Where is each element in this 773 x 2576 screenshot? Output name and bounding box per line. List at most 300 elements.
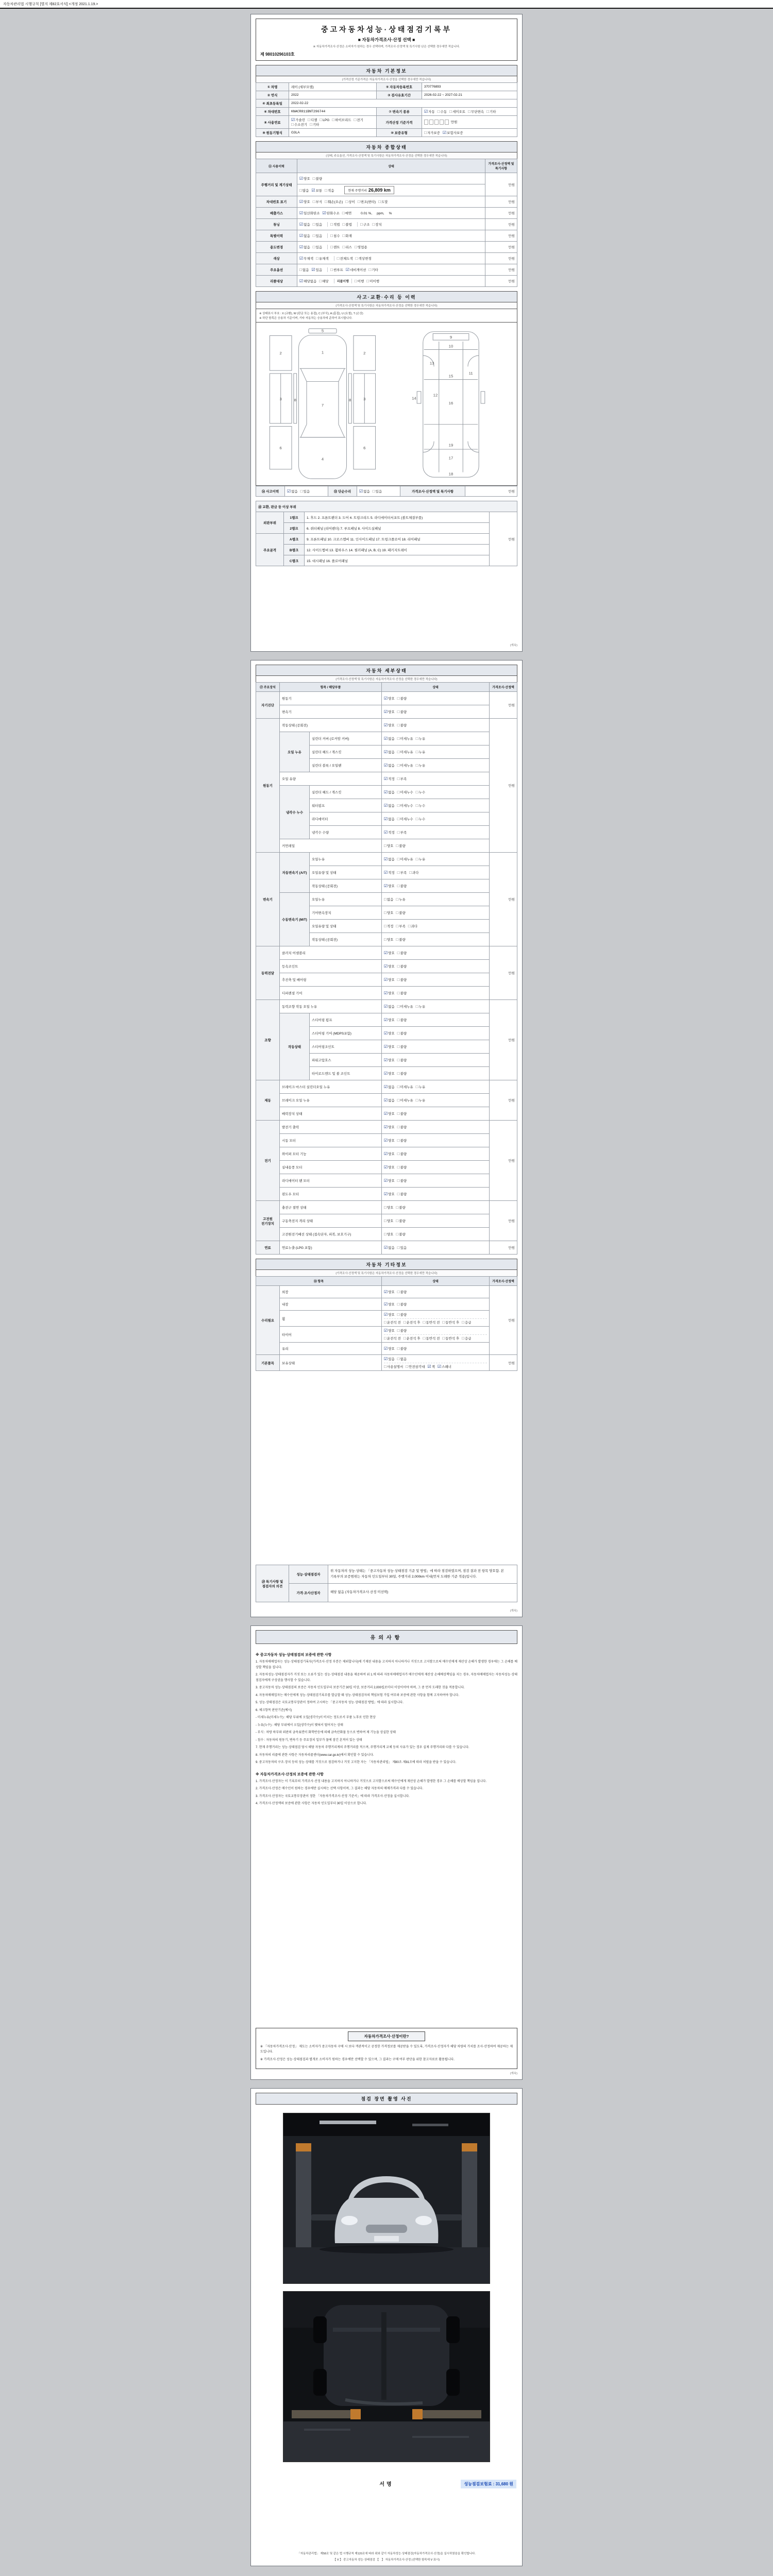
checkbox-option[interactable]: □부족: [397, 870, 407, 875]
empty-box-icon: □: [403, 1320, 406, 1325]
checkbox-option[interactable]: ☑없음: [384, 736, 395, 741]
checkbox-option[interactable]: ☑양호: [384, 1125, 395, 1129]
checkbox-option[interactable]: □불량: [397, 1151, 407, 1156]
checkbox-option[interactable]: ☑탄화수소: [322, 211, 340, 215]
checkbox-option[interactable]: □양호: [384, 1218, 394, 1223]
checkbox-option[interactable]: □불량: [396, 910, 406, 915]
checkbox-option[interactable]: ☑없음: [384, 750, 395, 754]
item-label: 오일유량 및 상태: [310, 920, 382, 933]
item-state: [382, 1228, 490, 1241]
checkbox-option[interactable]: ☑해당없음: [299, 279, 317, 283]
checked-box-icon: ☑: [299, 222, 304, 227]
checkbox-option[interactable]: □불량: [397, 696, 407, 701]
empty-box-icon: □: [397, 723, 400, 727]
checkbox-option[interactable]: □불량: [397, 709, 407, 714]
checkbox-option[interactable]: □있음: [397, 1245, 407, 1250]
checkbox-option[interactable]: □누유: [415, 763, 426, 768]
checkbox-option[interactable]: □이행: [354, 279, 364, 283]
checkbox-option[interactable]: □불량: [396, 1218, 406, 1223]
accident-history-table: [256, 486, 517, 497]
checkbox-option[interactable]: □운전석 후: [403, 1320, 421, 1325]
empty-box-icon: □: [312, 222, 315, 227]
checkbox-option[interactable]: ☑잭: [427, 1364, 435, 1369]
empty-box-icon: □: [397, 1346, 400, 1351]
checkbox-option[interactable]: ☑무채색: [299, 256, 314, 261]
checkbox-option[interactable]: ☑없음: [299, 245, 310, 249]
empty-box-icon: □: [406, 1364, 409, 1369]
checkbox-option[interactable]: □동반석 후: [442, 1320, 460, 1325]
checkbox-option[interactable]: □부족: [397, 830, 407, 835]
empty-box-icon: □: [342, 233, 345, 238]
empty-box-icon: □: [397, 1098, 400, 1103]
checkbox-option[interactable]: □도말: [378, 199, 388, 204]
checkbox-option[interactable]: □장치: [372, 222, 382, 227]
detail-state-table: [256, 682, 517, 1255]
checkbox-option[interactable]: ☑없음: [299, 233, 310, 238]
item-label: 브레이크 오일 누유: [280, 1094, 382, 1107]
checkbox-option[interactable]: □불량: [397, 951, 407, 955]
empty-box-icon: □: [316, 256, 318, 261]
checkbox-option[interactable]: □과다: [409, 870, 419, 875]
checkbox-option[interactable]: □불량: [397, 1125, 407, 1129]
checkbox-option[interactable]: ☑양호: [299, 199, 310, 204]
checked-box-icon: ☑: [291, 117, 295, 122]
color-change-checks: [334, 256, 377, 261]
checkbox-option[interactable]: □세미오토: [449, 109, 466, 114]
empty-box-icon: □: [397, 830, 400, 835]
item-state: [382, 705, 490, 719]
checkbox-option[interactable]: ☑자동: [424, 109, 435, 114]
checkbox-option[interactable]: □불량: [397, 1328, 407, 1333]
checkbox-option[interactable]: □기타: [368, 267, 378, 272]
checkbox-option[interactable]: ☑없음: [384, 803, 395, 808]
checkbox-option[interactable]: □양호: [384, 843, 394, 848]
item-label: 커먼레일: [280, 839, 382, 853]
checkbox-option[interactable]: □운전석 전: [384, 1336, 401, 1341]
checkbox-option[interactable]: □불량: [397, 1178, 407, 1183]
checkbox-option[interactable]: □동반석 후: [442, 1336, 460, 1341]
tuning-legal-checks: [327, 222, 357, 227]
checkbox-option[interactable]: □적법: [330, 222, 340, 227]
checkbox-option[interactable]: □사용설명서: [384, 1364, 404, 1369]
continued-marker: (계속): [510, 2072, 517, 2075]
device-row: [256, 1013, 517, 1027]
checkbox-option[interactable]: □안전삼각대: [406, 1364, 425, 1369]
checkbox-option[interactable]: □미세누유: [397, 1098, 413, 1103]
checkbox-option[interactable]: ☑적정: [384, 870, 395, 875]
checkbox-option[interactable]: □응급: [462, 1336, 472, 1341]
checkbox-option[interactable]: □불량: [396, 1232, 406, 1236]
empty-box-icon: □: [345, 199, 348, 204]
special-kind-checks: [327, 233, 357, 238]
device-row: [256, 1000, 517, 1013]
item-state: [382, 1067, 490, 1080]
checkbox-option[interactable]: □매연: [342, 211, 352, 215]
checkbox-option[interactable]: ☑양호: [384, 1031, 395, 1036]
insurance-premium-value: 31,680 원: [495, 2482, 513, 2486]
checkbox-option[interactable]: ☑양호: [384, 1178, 395, 1183]
checkbox-option[interactable]: ☑양호: [384, 1151, 395, 1156]
checkbox-option[interactable]: □불량: [397, 1165, 407, 1170]
price-cell: 만원: [485, 208, 517, 219]
frame-number: 12: [433, 393, 438, 398]
checkbox-option[interactable]: ☑네비게이션: [345, 267, 366, 272]
empty-box-icon: □: [372, 222, 375, 227]
checkbox-option[interactable]: □불량: [397, 884, 407, 888]
checked-box-icon: ☑: [384, 817, 388, 821]
checkbox-option[interactable]: □동반석 전: [423, 1320, 440, 1325]
device-row: [256, 1080, 517, 1094]
checkbox-option[interactable]: □부족: [396, 924, 406, 928]
empty-box-icon: □: [320, 117, 323, 122]
item-label: 오일누유: [310, 853, 382, 866]
checked-box-icon: ☑: [384, 1165, 388, 1170]
checkbox-option[interactable]: ☑양호: [384, 1044, 395, 1049]
checkbox-option[interactable]: □LPG: [320, 117, 330, 122]
checkbox-option[interactable]: □양호: [384, 910, 394, 915]
mileage-checks: [299, 188, 340, 193]
price-cell: 만원: [490, 1355, 517, 1371]
checkbox-option[interactable]: ☑양호: [384, 1165, 395, 1170]
checkbox-option[interactable]: □불량: [396, 937, 406, 942]
device-row: [256, 1161, 517, 1174]
checkbox-option[interactable]: □누유: [415, 1004, 426, 1009]
checked-box-icon: ☑: [322, 211, 326, 215]
checkbox-option[interactable]: □누유: [415, 1098, 426, 1103]
checkbox-option[interactable]: ☑양호: [384, 1346, 395, 1351]
checkbox-option[interactable]: □영업용: [354, 245, 367, 249]
current-mileage: [344, 186, 394, 194]
checkbox-option[interactable]: □미세누유: [397, 1084, 413, 1089]
checked-box-icon: ☑: [384, 1245, 388, 1250]
checkbox-option[interactable]: ☑없음: [359, 489, 370, 494]
rank-label: 2랭크: [284, 523, 305, 534]
item-label: 작동상태 (공회전): [280, 719, 382, 732]
checkbox-option[interactable]: □불량: [397, 1044, 407, 1049]
checkbox-option[interactable]: □하이브리드: [332, 117, 351, 122]
checkbox-option[interactable]: ☑양호: [384, 991, 395, 995]
checkbox-option[interactable]: □썬루프: [330, 267, 343, 272]
checkbox-option[interactable]: ☑있음: [384, 1357, 395, 1361]
checkbox-option[interactable]: □없음: [397, 1357, 407, 1361]
checkbox-option[interactable]: □전체도색: [337, 256, 353, 261]
checked-box-icon: ☑: [384, 830, 388, 835]
checkbox-option[interactable]: □불법: [342, 222, 352, 227]
item-state: [382, 1121, 490, 1134]
checkbox-option[interactable]: □렌트: [330, 245, 340, 249]
checkbox-option[interactable]: □미세누유: [397, 736, 413, 741]
device-label: 고전원 전기장치: [256, 1201, 280, 1241]
empty-box-icon: □: [397, 1192, 400, 1196]
checkbox-option[interactable]: □불량: [396, 843, 406, 848]
checkbox-option[interactable]: □운전석 전: [384, 1320, 401, 1325]
frame-number: 14: [411, 396, 416, 401]
empty-box-icon: □: [423, 1336, 426, 1341]
item-label: 스티어링조인트: [310, 1040, 382, 1054]
item-label: 타이어: [280, 1327, 382, 1343]
note-line: 1. 자동차매매업자는 성능·상태점검기록부(가격조사·산정 부분은 제외합니다)에 기재된 내용을 고지하지 아니하거나 거짓으로 고지함으로써 매수인에게 재산상 손해가 발생한 경우에는 그 손해를 배상할 책임을 집니다.: [256, 1660, 517, 1669]
checkbox-option[interactable]: □유채색: [316, 256, 329, 261]
empty-box-icon: □: [355, 256, 358, 261]
checkbox-option[interactable]: □불량: [397, 1071, 407, 1076]
checkbox-option[interactable]: □있음: [312, 233, 323, 238]
checkbox-option[interactable]: ☑양호: [384, 723, 395, 727]
checkbox-option[interactable]: ☑양호: [384, 1302, 395, 1307]
checkbox-option[interactable]: ☑양호: [384, 696, 395, 701]
checkbox-option[interactable]: □기타: [309, 122, 320, 127]
empty-box-icon: □: [319, 279, 322, 283]
checked-box-icon: ☑: [384, 1192, 388, 1196]
field-label: 가격산정 기준가격: [377, 116, 422, 129]
checkbox-option[interactable]: □없음: [299, 267, 309, 272]
opinion-table: [256, 1565, 517, 1602]
checkbox-option[interactable]: □미이행: [366, 279, 379, 283]
empty-box-icon: □: [342, 222, 345, 227]
empty-box-icon: □: [397, 776, 400, 781]
empty-box-icon: □: [397, 1165, 400, 1170]
checkbox-option[interactable]: □누수: [415, 803, 426, 808]
price-cell: 만원: [485, 196, 517, 208]
checkbox-option[interactable]: □침수: [330, 233, 340, 238]
checkbox-option[interactable]: □불량: [397, 723, 407, 727]
checkbox-option[interactable]: □부족: [397, 776, 407, 781]
checkbox-option[interactable]: ☑없음: [287, 489, 298, 494]
empty-box-icon: □: [378, 199, 381, 204]
checkbox-option[interactable]: □미세누수: [397, 817, 413, 821]
item-state: [382, 946, 490, 960]
empty-box-icon: □: [397, 857, 400, 861]
checkbox-option[interactable]: □리스: [342, 245, 352, 249]
checkbox-option[interactable]: ☑양호: [384, 1328, 395, 1333]
checkbox-option[interactable]: □불량: [396, 1205, 406, 1210]
checkbox-option[interactable]: □운전석 후: [403, 1336, 421, 1341]
item-label: 스티어링 펌프: [310, 1013, 382, 1027]
item-label: 실린더 블록 / 오일팬: [310, 759, 382, 772]
column-header: 가격조사·산정액 및 특기사항: [485, 159, 517, 173]
document: [250, 14, 523, 2566]
empty-box-icon: □: [397, 750, 400, 754]
rank-parts: 1. 후드 2. 프론트펜더 3. 도어 4. 트렁크리드 5. 라디에이터서포트 (볼트체결부품): [305, 512, 490, 523]
checkbox-option[interactable]: □불량: [397, 1138, 407, 1143]
device-row: [256, 1311, 517, 1327]
checkbox-option[interactable]: ☑없음: [384, 817, 395, 821]
checkbox-option[interactable]: □훼손(오손): [325, 199, 343, 204]
checkbox-option[interactable]: □화재: [342, 233, 352, 238]
empty-box-icon: □: [397, 1084, 400, 1089]
item-label: 연료누출 (LPG 포함): [280, 1241, 382, 1255]
checkbox-option[interactable]: □기타: [486, 109, 496, 114]
overall-state-table: [256, 159, 517, 287]
checked-box-icon: ☑: [311, 188, 315, 193]
price-cell: 만원: [485, 219, 517, 230]
item-label: 유리: [280, 1343, 382, 1355]
item-state: [382, 719, 490, 732]
checkbox-option[interactable]: □있음: [312, 245, 323, 249]
checkbox-option[interactable]: □과다: [408, 924, 418, 928]
checkbox-option[interactable]: □적음: [325, 188, 334, 193]
checkbox-option[interactable]: □불량: [397, 964, 407, 969]
form-header: [256, 19, 517, 61]
checkbox-option[interactable]: ☑양호: [384, 951, 395, 955]
checkbox-option[interactable]: ☑보험사보증: [442, 130, 463, 135]
checkbox-option[interactable]: □상이: [345, 199, 355, 204]
checkbox-option[interactable]: □불량: [397, 991, 407, 995]
checkbox-option[interactable]: □누수: [415, 817, 426, 821]
checkbox-option[interactable]: □불량: [397, 1031, 407, 1036]
checkbox-option[interactable]: □응급: [462, 1320, 472, 1325]
checkbox-option[interactable]: ☑양호: [384, 1071, 395, 1076]
empty-box-icon: □: [397, 790, 400, 794]
empty-box-icon: □: [397, 1312, 400, 1317]
checkbox-option[interactable]: □무단변속: [468, 109, 484, 114]
checkbox-option[interactable]: □미세누수: [397, 790, 413, 794]
form-code-text: 자동차관리법 시행규칙 [별지 제82호서식] <개정 2021.1.19.>: [3, 3, 98, 6]
checkbox-option[interactable]: ☑적정: [384, 830, 395, 835]
checkbox-option[interactable]: ☑없음: [384, 790, 395, 794]
checked-box-icon: ☑: [384, 1111, 388, 1116]
checkbox-option[interactable]: ☑양호: [384, 964, 395, 969]
device-label: 원동기: [256, 719, 280, 853]
checkbox-option[interactable]: ☑적정: [384, 776, 395, 781]
checkbox-option[interactable]: ☑일산화탄소: [299, 211, 320, 215]
checkbox-option[interactable]: ☑양호: [384, 1192, 395, 1196]
section-title-basic: 자동차 기본정보: [256, 65, 517, 76]
checkbox-option[interactable]: □수소전기: [291, 122, 307, 127]
checkbox-option[interactable]: ☑양호: [384, 884, 395, 888]
checkbox-option[interactable]: □동반석 전: [423, 1336, 440, 1341]
checkbox-option[interactable]: ☑양호: [384, 1018, 395, 1022]
item-label: 변속기: [280, 705, 382, 719]
item-state: [382, 812, 490, 826]
item-label: 디퍼렌셜 기어: [280, 987, 382, 1000]
checkbox-option[interactable]: □누유: [415, 736, 426, 741]
checkbox-option[interactable]: ☑가솔린: [291, 117, 306, 122]
checkbox-option[interactable]: □자가보증: [424, 130, 440, 135]
checkbox-option[interactable]: □불량: [397, 1312, 407, 1317]
column-header: ⑪ 사용이력: [256, 159, 297, 173]
item-state: [382, 1161, 490, 1174]
checkbox-option[interactable]: ☑보통: [311, 188, 323, 193]
checkbox-option[interactable]: □누유: [415, 857, 426, 861]
checkbox-option[interactable]: □불량: [397, 1058, 407, 1062]
checkbox-option[interactable]: □색상변경: [355, 256, 372, 261]
device-row: [256, 1327, 517, 1343]
checked-box-icon: ☑: [299, 211, 304, 215]
item-label: 타이로드엔드 및 볼 조인트: [310, 1067, 382, 1080]
checkbox-option[interactable]: ☑없음: [384, 1245, 395, 1250]
item-label: 오일누유: [310, 893, 382, 906]
checkbox-option[interactable]: □변조(변타): [357, 199, 376, 204]
appraiser-opinion: 해당 없음 (자동차가격조사·산정 미선택): [328, 1584, 517, 1602]
note-line: 4. 자동차매매업자는 매수인에게 성능·상태점검기록부를 발급할 때 성능·상태점검자의 책임보험 가입 여부와 보증에 관한 사항을 함께 고지하여야 합니다.: [256, 1693, 460, 1697]
checkbox-option[interactable]: □없음: [384, 897, 394, 902]
item-label: 워터펌프: [310, 799, 382, 812]
checkbox-option[interactable]: □불량: [397, 1018, 407, 1022]
inspection-photo-front: [283, 2113, 490, 2284]
checkbox-option[interactable]: ☑없음: [299, 222, 310, 227]
checkbox-option[interactable]: □전기: [354, 117, 363, 122]
checkbox-option[interactable]: □불량: [397, 1346, 407, 1351]
item-label: 실린더 커버 (로커암 커버): [310, 732, 382, 745]
checkbox-option[interactable]: □누유: [415, 1084, 426, 1089]
checkbox-option[interactable]: □미세누유: [397, 857, 413, 861]
checkbox-option[interactable]: □양호: [384, 1232, 394, 1236]
checkbox-option[interactable]: □미세누수: [397, 803, 413, 808]
checkbox-option[interactable]: □디젤: [308, 117, 317, 122]
item-label: 동력조향 작동 오일 누유: [280, 1000, 382, 1013]
panel-number: 8: [348, 398, 351, 403]
options-has-checks: [299, 267, 327, 272]
checkbox-option[interactable]: □부식: [312, 199, 323, 204]
checked-box-icon: ☑: [384, 951, 388, 955]
checkbox-option[interactable]: □불량: [397, 1111, 407, 1116]
checkbox-option[interactable]: □누수: [415, 790, 426, 794]
item-label: 휠: [280, 1311, 382, 1327]
checkbox-option[interactable]: □있음: [312, 222, 323, 227]
checkbox-option[interactable]: ☑양호: [384, 709, 395, 714]
checkbox-option[interactable]: □양호: [384, 937, 394, 942]
sheet-4: [250, 2088, 523, 2566]
checkbox-option[interactable]: ☑양호: [299, 176, 310, 181]
empty-box-icon: □: [415, 1084, 418, 1089]
checkbox-option[interactable]: ☑양호: [384, 1290, 395, 1294]
checkbox-option[interactable]: □불량: [312, 176, 323, 181]
field-label: ⑩ 보증유형: [377, 129, 422, 137]
frame-number: 18: [448, 471, 453, 477]
checkbox-option[interactable]: □있음: [300, 489, 310, 494]
checkbox-option[interactable]: ☑없음: [384, 857, 395, 861]
checkbox-option[interactable]: □누유: [396, 897, 406, 902]
field-label: ⑤ 자동차등록번호: [377, 83, 422, 91]
column-header: ⑰ 주요장치: [256, 683, 280, 692]
checkbox-option[interactable]: □미세누유: [397, 1004, 413, 1009]
checkbox-option[interactable]: □수동: [437, 109, 447, 114]
checkbox-option[interactable]: □구조: [360, 222, 370, 227]
checkbox-option[interactable]: ☑없음: [384, 1098, 395, 1103]
checkbox-option[interactable]: □불량: [397, 977, 407, 982]
usage-change-row: [297, 242, 485, 253]
checkbox-option[interactable]: ☑없음: [384, 1004, 395, 1009]
checkbox-option[interactable]: □적정: [384, 924, 394, 928]
checkbox-option[interactable]: □불량: [397, 1302, 407, 1307]
checkbox-option[interactable]: ☑양호: [384, 1111, 395, 1116]
checkbox-option[interactable]: □있음: [372, 489, 382, 494]
checkbox-option[interactable]: ☑있음: [311, 267, 323, 272]
checkbox-option[interactable]: ☑양호: [384, 1058, 395, 1062]
checkbox-option[interactable]: ☑없음: [384, 763, 395, 768]
checkbox-option[interactable]: ☑양호: [384, 977, 395, 982]
checkbox-option[interactable]: ☑양호: [384, 1312, 395, 1317]
checkbox-option[interactable]: □불량: [397, 1192, 407, 1196]
checkbox-option[interactable]: □미세누유: [397, 763, 413, 768]
checkbox-option[interactable]: □양호: [384, 1205, 394, 1210]
checkbox-option[interactable]: ☑스패너: [437, 1364, 451, 1369]
form-code-note: [0, 0, 773, 8]
checkbox-option[interactable]: ☑없음: [384, 1084, 395, 1089]
checkbox-option[interactable]: □많음: [299, 188, 309, 193]
checked-box-icon: ☑: [384, 964, 388, 969]
device-row: [256, 946, 517, 960]
checkbox-option[interactable]: □미세누유: [397, 750, 413, 754]
notice-section-2-title: ※ 자동차가격조사·산정의 보증에 관한 사항: [256, 1772, 324, 1776]
checkbox-option[interactable]: ☑양호: [384, 1138, 395, 1143]
price-cell: 만원: [490, 1080, 517, 1121]
checkbox-option[interactable]: □해당: [319, 279, 329, 283]
checkbox-option[interactable]: □누유: [415, 750, 426, 754]
empty-box-icon: □: [330, 267, 333, 272]
item-label: 시동 모터: [280, 1134, 382, 1147]
checkbox-option[interactable]: □불량: [397, 1290, 407, 1294]
